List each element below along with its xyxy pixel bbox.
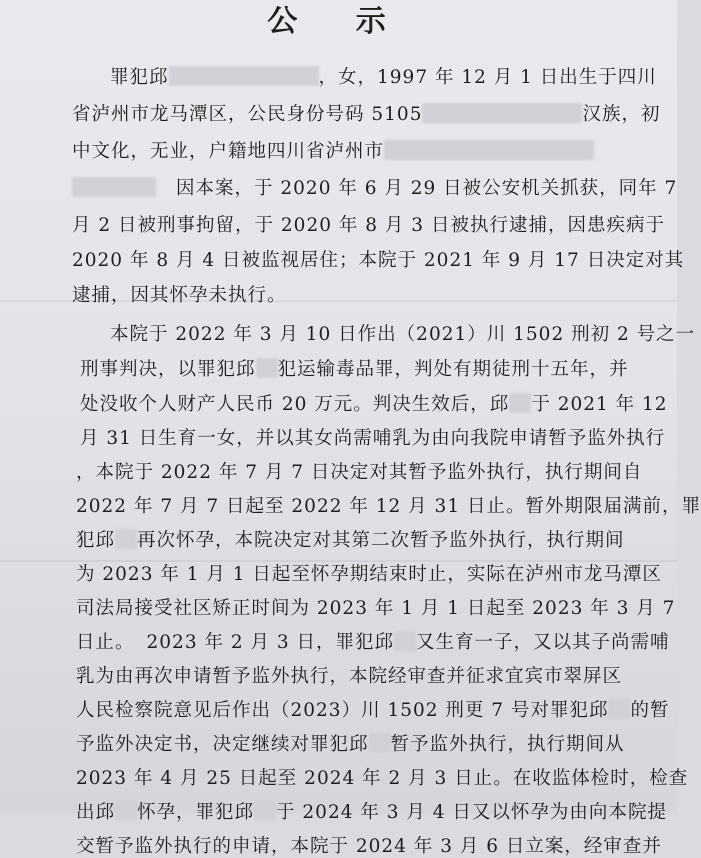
redacted-name bbox=[256, 358, 278, 378]
text-line: 罪犯邱 ，女，1997 年 12 月 1 日出生于四川 bbox=[110, 67, 657, 88]
redacted-address bbox=[384, 140, 594, 160]
text-line: 处没收个人财产人民币 20 万元。判决生效后，邱 于 2021 年 12 bbox=[80, 394, 668, 415]
text-line: 人民检察院意见后作出（2023）川 1502 刑更 7 号对罪犯邱 的暂 bbox=[76, 700, 670, 721]
redacted-name bbox=[369, 733, 391, 753]
text-line: 2023 年 4 月 25 日起至 2024 年 2 月 3 日止。在收监体检时，检查 bbox=[76, 768, 689, 789]
text-line: 2020 年 8 月 4 日被监视居住；本院于 2021 年 9 月 17 日决定对其 bbox=[72, 250, 685, 271]
text-line: 本院于 2022 年 3 月 10 日作出（2021）川 1502 刑初 2 号之一 bbox=[110, 324, 696, 345]
redacted-name bbox=[115, 801, 137, 821]
text-line: 日止。 2023 年 2 月 3 日，罪犯邱 又生育一子，又以其子尚需哺 bbox=[76, 632, 670, 653]
document-title: 公 示 bbox=[267, 4, 410, 39]
redacted-id-number bbox=[422, 103, 582, 123]
text-line: 中文化，无业，户籍地四川省泸州市 bbox=[72, 137, 594, 163]
text-line: ，本院于 2022 年 7 月 7 日决定对其暂予监外执行，执行期间自 bbox=[76, 462, 643, 483]
redacted-name bbox=[169, 66, 319, 86]
redacted-name bbox=[608, 699, 630, 719]
text-line: 出邱 怀孕，罪犯邱 于 2024 年 3 月 4 日又以怀孕为由向本院提 bbox=[76, 802, 667, 823]
redacted-name bbox=[254, 801, 276, 821]
text-line: 交暂予监外执行的申请，本院于 2024 年 3 月 6 日立案，经审查并 bbox=[76, 836, 662, 857]
text-line: 省泸州市龙马潭区，公民身份号码 5105 汉族，初 bbox=[72, 104, 661, 125]
text-line: 刑事判决，以罪犯邱 犯运输毒品罪，判处有期徒刑十五年，并 bbox=[80, 359, 629, 380]
text-line: 为 2023 年 1 月 1 日起至怀孕期结束时止，实际在泸州市龙马潭区 bbox=[76, 564, 662, 585]
redacted-name bbox=[394, 631, 416, 651]
text-line: 月 31 日生育一女，并以其女尚需哺乳为由向我院申请暂予监外执行 bbox=[80, 428, 666, 449]
text-line: 予监外决定书，决定继续对罪犯邱 暂予监外执行，执行期间从 bbox=[76, 734, 625, 755]
redacted-name bbox=[509, 393, 531, 413]
text-line: 逮捕，因其怀孕未执行。 bbox=[72, 285, 287, 306]
redacted-name bbox=[115, 529, 137, 549]
text-line: 犯邱 再次怀孕，本院决定对其第二次暂予监外执行，执行期间 bbox=[76, 530, 625, 551]
text-line: 2022 年 7 月 7 日起至 2022 年 12 月 31 日止。暂外期限届满前，罪 bbox=[76, 496, 701, 517]
redacted-address bbox=[72, 177, 156, 197]
text-line: 月 2 日被刑事拘留，于 2020 年 8 月 3 日被执行逮捕，因患疾病于 bbox=[72, 215, 665, 236]
text-line: 乳为由再次申请暂予监外执行，本院经审查并征求宜宾市翠屏区 bbox=[76, 666, 623, 687]
text-line: 因本案，于 2020 年 6 月 29 日被公安机关抓获，同年 7 bbox=[72, 174, 677, 200]
text-line: 司法局接受社区矫正时间为 2023 年 1 月 1 日起至 2023 年 3 月 7 bbox=[76, 598, 676, 619]
